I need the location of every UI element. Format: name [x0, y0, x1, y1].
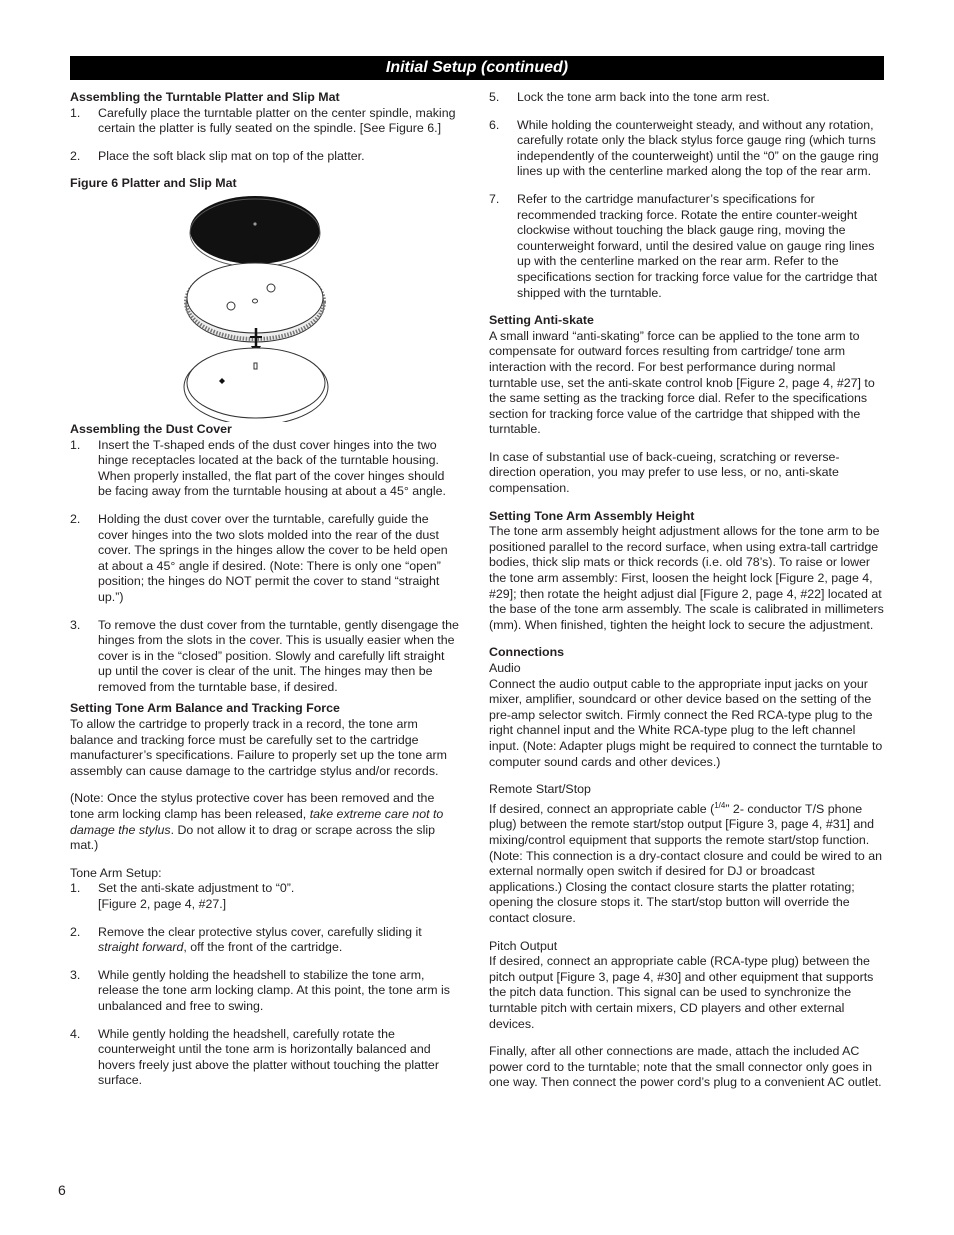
paragraph: (Note: Once the stylus protective cover has been removed and the tone arm locking clamp has been released, take extreme care not to damage the stylus. Do not allow it to drag or scrape across the slip mat.) — [70, 791, 444, 853]
figure-caption: Figure 6 Platter and Slip Mat — [70, 176, 237, 191]
heading-dust-cover: Assembling the Dust Cover — [70, 421, 232, 436]
subheading-tone-arm-setup: Tone Arm Setup: — [70, 865, 162, 880]
paragraph: If desired, connect an appropriate cable ($^{1/4}$” 2- conductor T/S phone plug) between the remote start/stop output [Figure 3, page 4, #31] and mixing/control equipment that supports the remote start/stop function. (Note: This connection is a dry-contact closure and could be wired to an external normally open switch if desired for DJ or broadcast applications.) Closing the contact closure starts the platter rotating; opening the closure stops it. The start/stop button will override the contact closure. — [489, 800, 883, 926]
heading-connections: Connections — [489, 645, 565, 660]
heading-platter: Assembling the Turntable Platter and Slip Mat — [70, 90, 340, 104]
subheading-audio: Audio — [489, 661, 521, 675]
paragraph: The tone arm assembly height adjustment allows for the tone arm to be positioned parallel to the record surface, when using extra-tall cartridge bodies, thick slip mats or thick records (i.e. old 78’s). To raise or lower the tone arm assembly: First, loosen the height lock [Figure 2, page 4, #29]; then rotate the height adjust dial [Figure 2, page 4, #22] located at the base of the tone arm assembly. The scale is calibrated in millimeters (mm). When finished, tighten the height lock to secure the adjustment. — [489, 524, 884, 632]
paragraph: In case of substantial use of back-cueing, scratching or reverse-direction operation, you may prefer to use less, or no, anti-skate compensation. — [489, 449, 840, 496]
list-item: 2. Remove the clear protective stylus cover, carefully sliding it straight forward, off the front of the cartridge. — [70, 924, 422, 955]
list-item: 2. Holding the dust cover over the turntable, carefully guide the cover hinges into the two slots molded into the rear of the dust cover. The springs in the hinges allow the cover to be held open at about a 45° angle if desired. (Note: There is only one “open” position; the hinges do NOT permit the cover to stand “straight up.”) — [70, 511, 448, 604]
list-item: 4. While gently holding the headshell, carefully rotate the counterweight until the tone arm is horizontally balanced and hovers freely just above the platter without touching the platter surface. — [70, 1026, 439, 1088]
paragraph: Finally, after all other connections are made, attach the included AC power cord to the turntable; note that the small connector only goes in one way. Then connect the power cord’s plug to a convenient AC outlet. — [489, 1044, 882, 1090]
list-item: 6. While holding the counterweight steady, and without any rotation, carefully rotate only the black stylus force gauge ring (which turns independently of the counterweight) until the “0” on the gauge ring lines up with the centerline marked along the top of the rear arm. — [489, 117, 879, 179]
page-number: 6 — [58, 1182, 66, 1198]
right-column — [489, 90, 885, 1091]
list-item: 1. Carefully place the turntable platter on the center spindle, making certain the platter is fully seated on the spindle. [See Figure 6.] — [70, 105, 456, 136]
paragraph: To allow the cartridge to properly track in a record, the tone arm balance and tracking force must be carefully set to the cartridge manufacturer’s specifications. Failure to properly set up the tone arm assembly can cause damage to the cartridge stylus and/or records. — [70, 717, 447, 778]
list-item: 3. To remove the dust cover from the turntable, gently disengage the hinges from the slots in the cover. This is usually easier when the cover is in the “closed” position. Slowly and carefully lift straight up until the cover is clear of the unit. The hinges may then be removed from the turntable base, if desired. — [70, 617, 459, 694]
list-item: 5. Lock the tone arm back into the tone arm rest. — [489, 90, 770, 104]
left-column — [70, 90, 460, 1089]
list-item: 7. Refer to the cartridge manufacturer’s specifications for recommended tracking force. Rotate the entire counter-weight clockwise without touching the black gauge ring, moving the counterweight forward, until the desired value on gauge ring lines up with the centerline marked on the rear arm. Refer to the specifications section for tracking force value for the cartridge that shipped with the turntable. — [489, 191, 878, 300]
paragraph: A small inward “anti-skating” force can be applied to the tone arm to compensate for outward forces resulting from cartridge/ tone arm interaction with the record. For best performance during normal turntable use, set the anti-skate control knob [Figure 2, page 4, #27] to the same setting as the tracking force dial. Refer to the specifications section for tracking force value of the cartridge that shipped with the turntable. — [489, 328, 875, 437]
list-item: 3. While gently holding the headshell to stabilize the tone arm, release the tone arm locking clamp. At this point, the tone arm is unbalanced and free to swing. — [70, 967, 450, 1013]
subheading-remote: Remote Start/Stop — [489, 782, 591, 797]
platter-top — [187, 263, 323, 333]
subheading-pitch: Pitch Output — [489, 938, 558, 953]
list-item: 1. Set the anti-skate adjustment to “0”. [Figure 2, page 4, #27.] — [70, 881, 295, 911]
heading-balance: Setting Tone Arm Balance and Tracking Force — [70, 701, 340, 716]
list-item: 2. Place the soft black slip mat on top of the platter. — [70, 148, 365, 163]
heading-height: Setting Tone Arm Assembly Height — [489, 508, 695, 523]
heading-anti-skate: Setting Anti-skate — [489, 313, 594, 328]
section-header: Initial Setup (continued) — [70, 56, 884, 80]
platter-illustration — [70, 192, 460, 422]
paragraph: If desired, connect an appropriate cable (RCA-type plug) between the pitch output [Figure 3, page 4, #30] and other equipment that supports the pitch data function. This signal can be used to synchronize the turntable pitch with certain mixers, CD players and other external devices. — [489, 954, 874, 1031]
list-item: 1. Insert the T-shaped ends of the dust cover hinges into the two hinge receptacles located at the back of the turntable housing. When properly installed, the flat part of the cover hinges should be facing away from the turntable housing at about a 45° angle. — [70, 437, 446, 499]
paragraph: Connect the audio output cable to the appropriate input jacks on your mixer, amplifier, soundcard or other device based on the setting of the pre-amp selector switch. Firmly connect the Red RCA-type plug to the right channel input and the White RCA-type plug to the left channel input. (Note: Adapter plugs might be required to connect the turntable to computer sound cards and other devices.) — [489, 676, 883, 769]
figure-platter-slipmat — [70, 192, 460, 422]
